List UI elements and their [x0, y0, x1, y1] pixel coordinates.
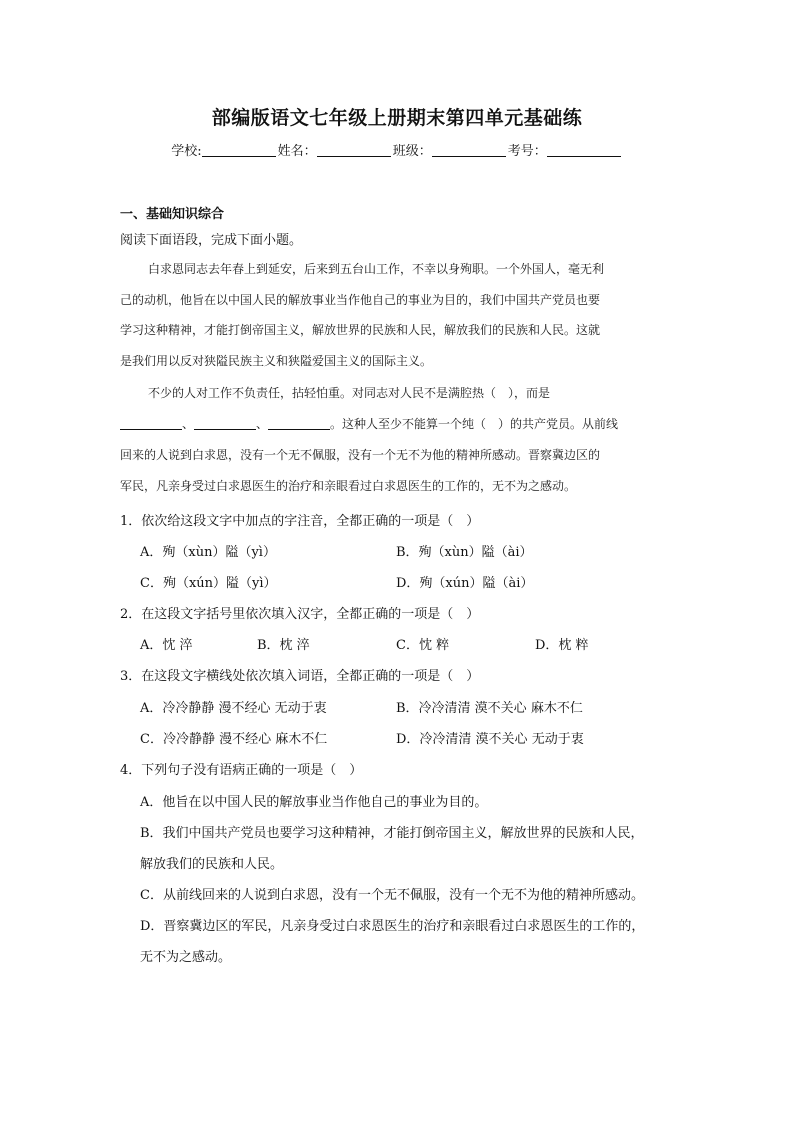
- question-4-option-c[interactable]: C．从前线回来的人说到白求恩，没有一个无不佩服，没有一个无不为他的精神所感动。: [140, 888, 644, 903]
- school-label: 学校:: [171, 144, 202, 159]
- passage-line: 学习这种精神，才能打倒帝国主义，解放世界的民族和人民，解放我们的民族和人民。这就: [120, 323, 601, 337]
- passage-text: 。这种人至少不能算一个纯（ ）的共产党员。从前线: [330, 417, 619, 431]
- question-3-option-d[interactable]: D．冷冷清清 漠不关心 无动于衷: [396, 732, 584, 747]
- question-1-option-c[interactable]: C．殉（xún）隘（yì）: [140, 576, 277, 591]
- question-2-option-d[interactable]: D．枕 粹: [535, 638, 589, 653]
- separator: 、: [256, 417, 269, 431]
- question-3-option-b[interactable]: B．冷冷清清 漠不关心 麻木不仁: [396, 701, 583, 716]
- class-label: 班级：: [392, 144, 432, 159]
- question-4-option-d[interactable]: D．晋察冀边区的军民，凡亲身受过白求恩医生的治疗和亲眼看过白求恩医生的工作的，: [140, 919, 645, 934]
- student-info-row: [0, 140, 794, 159]
- question-2-stem: 2．在这段文字括号里依次填入汉字，全都正确的一项是（ ）: [120, 607, 480, 622]
- question-4-option-a[interactable]: A．他旨在以中国人民的解放事业当作他自己的事业为目的。: [140, 795, 488, 810]
- question-1-option-d[interactable]: D．殉（xún）隘（ài）: [396, 576, 534, 591]
- passage-line: 是我们用以反对狭隘民族主义和狭隘爱国主义的国际主义。: [120, 354, 433, 368]
- question-2-option-a[interactable]: A．忱 淬: [140, 638, 193, 653]
- question-4-option-d-cont[interactable]: 无不为之感动。: [140, 950, 232, 965]
- question-1-option-b[interactable]: B．殉（xùn）隘（ài）: [396, 545, 533, 560]
- name-field[interactable]: [317, 144, 391, 157]
- question-3-stem: 3．在这段文字横线处依次填入词语，全都正确的一项是（ ）: [120, 669, 480, 684]
- passage-line-blanks: [120, 415, 618, 432]
- passage-line: 白求恩同志去年春上到延安，后来到五台山工作，不幸以身殉职。一个外国人，毫无利: [148, 262, 605, 276]
- section-instruction: 阅读下面语段，完成下面小题。: [120, 233, 303, 248]
- number-label: 考号：: [507, 144, 547, 159]
- fill-blank-2[interactable]: [194, 417, 256, 430]
- name-label: 姓名：: [277, 144, 317, 159]
- page-title: 部编版语文七年级上册期末第四单元基础练: [211, 107, 583, 129]
- class-field[interactable]: [432, 144, 506, 157]
- passage-line: 不少的人对工作不负责任，拈轻怕重。对同志对人民不是满腔热（ ），而是: [148, 386, 551, 400]
- number-field[interactable]: [547, 144, 621, 157]
- passage-line: 回来的人说到白求恩，没有一个无不佩服，没有一个无不为他的精神所感动。晋察冀边区的: [120, 448, 601, 462]
- question-1-option-a[interactable]: A．殉（xùn）隘（yì）: [140, 545, 276, 560]
- question-3-option-a[interactable]: A．冷冷静静 漫不经心 无动于衷: [140, 701, 327, 716]
- passage-line: 己的动机，他旨在以中国人民的解放事业当作他自己的事业为目的，我们中国共产党员也要: [120, 293, 601, 307]
- question-3-option-c[interactable]: C．冷冷静静 漫不经心 麻木不仁: [140, 732, 328, 747]
- question-2-option-c[interactable]: C．忱 粹: [396, 638, 450, 653]
- question-4-option-b[interactable]: B．我们中国共产党员也要学习这种精神，才能打倒帝国主义，解放世界的民族和人民，: [140, 826, 644, 841]
- question-4-stem: 4．下列句子没有语病正确的一项是（ ）: [120, 763, 363, 778]
- separator: 、: [182, 417, 195, 431]
- question-4-option-b-cont[interactable]: 解放我们的民族和人民。: [140, 857, 284, 872]
- passage-line: 军民，凡亲身受过白求恩医生的治疗和亲眼看过白求恩医生的工作的，无不为之感动。: [120, 479, 577, 493]
- school-field[interactable]: [202, 144, 276, 157]
- fill-blank-1[interactable]: [120, 417, 182, 430]
- question-1-stem: 1．依次给这段文字中加点的字注音，全都正确的一项是（ ）: [120, 514, 480, 529]
- question-2-option-b[interactable]: B．枕 淬: [257, 638, 310, 653]
- section-heading: 一、基础知识综合: [120, 207, 225, 222]
- fill-blank-3[interactable]: [268, 417, 330, 430]
